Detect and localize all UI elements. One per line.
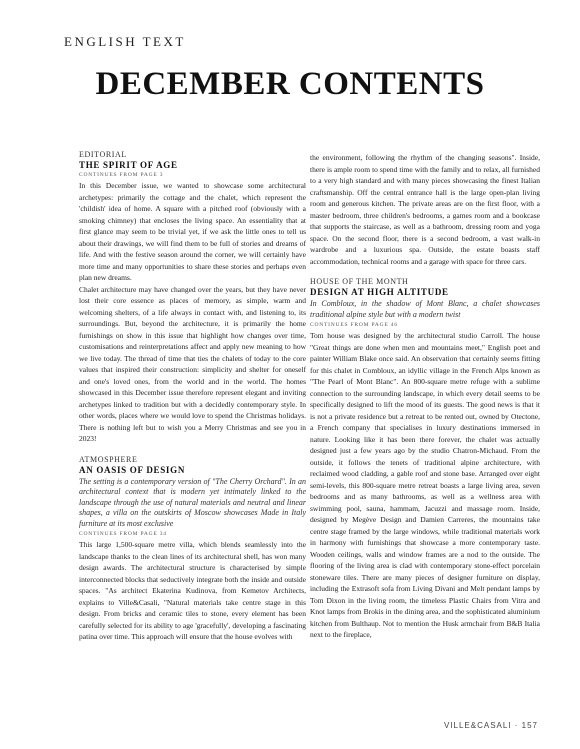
continues-note: CONTINUES FROM PAGE 3 [79,172,164,178]
editorial-section [79,150,306,445]
continues-note: CONTINUES FROM PAGE 34 [79,531,167,537]
section-standfirst: In Combloux, in the shadow of Mont Blanc, a chalet showcases traditional alpine style but with a modern twist [310,299,540,319]
section-kicker: HOUSE OF THE MONTH [310,277,409,286]
right-column [310,152,540,641]
left-column [79,150,306,643]
body-paragraph: This large 1,500-square metre villa, which blends seamlessly into the landscape thanks to the clean lines of its architectural shell, has won many design awards. The architectural structure is characterised by simple interconnected blocks that seductively integrate both the inside and outside spaces. "As architect Ekaterina Kudinova, from Kemetov Architects, explains to Ville&Casali, "Natural materials take centre stage in this design. From bricks and ceramic tiles to stone, every element has been carefully selected for its ability to age 'gracefully', developing a fascinating patina over time. This approach will ensure that the house evolves with [79,540,306,641]
continuation-section [310,152,540,267]
section-headline: AN OASIS OF DESIGN [79,464,186,475]
section-kicker: EDITORIAL [79,150,127,159]
body-paragraph: Tom house was designed by the architectural studio Carroll. The house "Great things are done when men and mountains meet," English poet and painter William Blake once said. An observation that certainly seems fitting for this chalet in Combloux, an idyllic village in the French Alps known as "The Pearl of Mont Blanc". An 800-square metre refuge with a sublime connection to the surrounding landscape, in which every detail seems to be specifically designed to lift the mood of its guests. The good news is that it is not a private residence but a retreat to be rented out, owned by Otectone, a French company that specialises in luxury destinations immersed in nature. Looking like it has been there forever, the chalet was actually designed just a few years ago by the studio Chatron-Michaud. From the outside, it follows the tenets of traditional alpine architecture, with reclaimed wood cladding, a gable roof and stone base. Arranged over eight semi-levels, this 800-square metre retreat boasts a large living area, seven bedrooms and as many bathrooms, as well as a wellness area with swimming pool, sauna, hammam, Jacuzzi and massage room. Inside, designed by Megève Design and Damien Carreres, the mountains take centre stage framed by the large windows, while traditional materials work in harmony with furnishings that showcase a more contemporary taste. Wooden ceilings, walls and window frames are a nod to the outside. The flooring of the living area is clad with contemporary stone-effect porcelain stoneware tiles. There are many pieces of designer furniture on display, including the Extrasoft sofa from Living Divani and Melt pendant lamps by Tom Dixon in the living room, the timeless Plastic Chairs from Vitra and Knot lamps from Brokis in the dining area, and the sophisticated aluminium kitchen from Bulthaup. Not to mention the Husk armchair from B&B Italia next to the fireplace, [310,331,540,639]
section-standfirst: The setting is a contemporary version of "The Cherry Orchard". In an architectural context that is modern yet intimately linked to the landscape through the use of natural materials and neutral and linear shapes, a villa on the outskirts of Moscow showcases Made in Italy furniture at its most exclusive [79,476,306,528]
continues-note: CONTINUES FROM PAGE 46 [310,322,398,328]
house-section [310,277,540,641]
body-paragraph: the environment, following the rhythm of the changing seasons". Inside, there is ample room to spend time with the family and to relax, all furnished to a very high standard and with many pieces showcasing the finest Italian craftsmanship. Off the central entrance hall is the large open-plan living room and generous kitchen. The private areas are on the first floor, with a master bedroom, three children's bedrooms, a games room and a bookcase that supports the staircase, as well as a bathroom, dressing room and yoga space. On the second floor, there is a second bedroom, a vast walk-in wardrobe and a luxurious spa. Outside, the estate boasts staff accommodation, technical rooms and a garage with space for three cars. [310,153,540,266]
page-footer: VILLE&CASALI · 157 [443,721,538,730]
section-kicker: ATMOSPHERE [79,454,138,464]
page-title: DECEMBER CONTENTS [95,66,485,102]
atmosphere-section [79,455,306,643]
section-headline: DESIGN AT HIGH ALTITUDE [310,287,449,297]
section-headline: THE SPIRIT OF AGE [79,160,178,170]
body-paragraph: Chalet architecture may have changed over the years, but they have never lost their core essence as places of memory, as simple, warm and welcoming shelters, of a life always in contact with, and listening to, its surroundings. But, beyond the architecture, it is primarily the home furnishings on show in this issue that highlight how changes over time, customisations and reinterpretations affect and apply new meaning to how we live today. The thread of time that ties the chalets of today to the core values that inspired their construction: simplicity and shelter for oneself and one's loved ones, from the world and in the world. The homes showcased in this December issue therefore represent elegant and inviting archetypes linked to tradition but with a decidedly contemporary style. In other words, places where we would love to spend the Christmas holidays. There is nothing left but to wish you a Merry Christmas and see you in 2023! [79,284,306,443]
body-paragraph: In this December issue, we wanted to showcase some architectural archetypes: primarily the cottage and the chalet, which represent the 'childish' idea of home. A square with a pitched roof (obviously with a smoking chimney) that encloses the living space. An essentiality that at first glance may seem to be trivial yet, if we ask the little ones to tell us about their drawings, we will find them to be full of stories and dreams of life. And with the festive season around the corner, we will certainly have more time and many opportunities to share these stories and perhaps even plan new dreams. [79,181,306,282]
header-label: ENGLISH TEXT [64,34,186,49]
